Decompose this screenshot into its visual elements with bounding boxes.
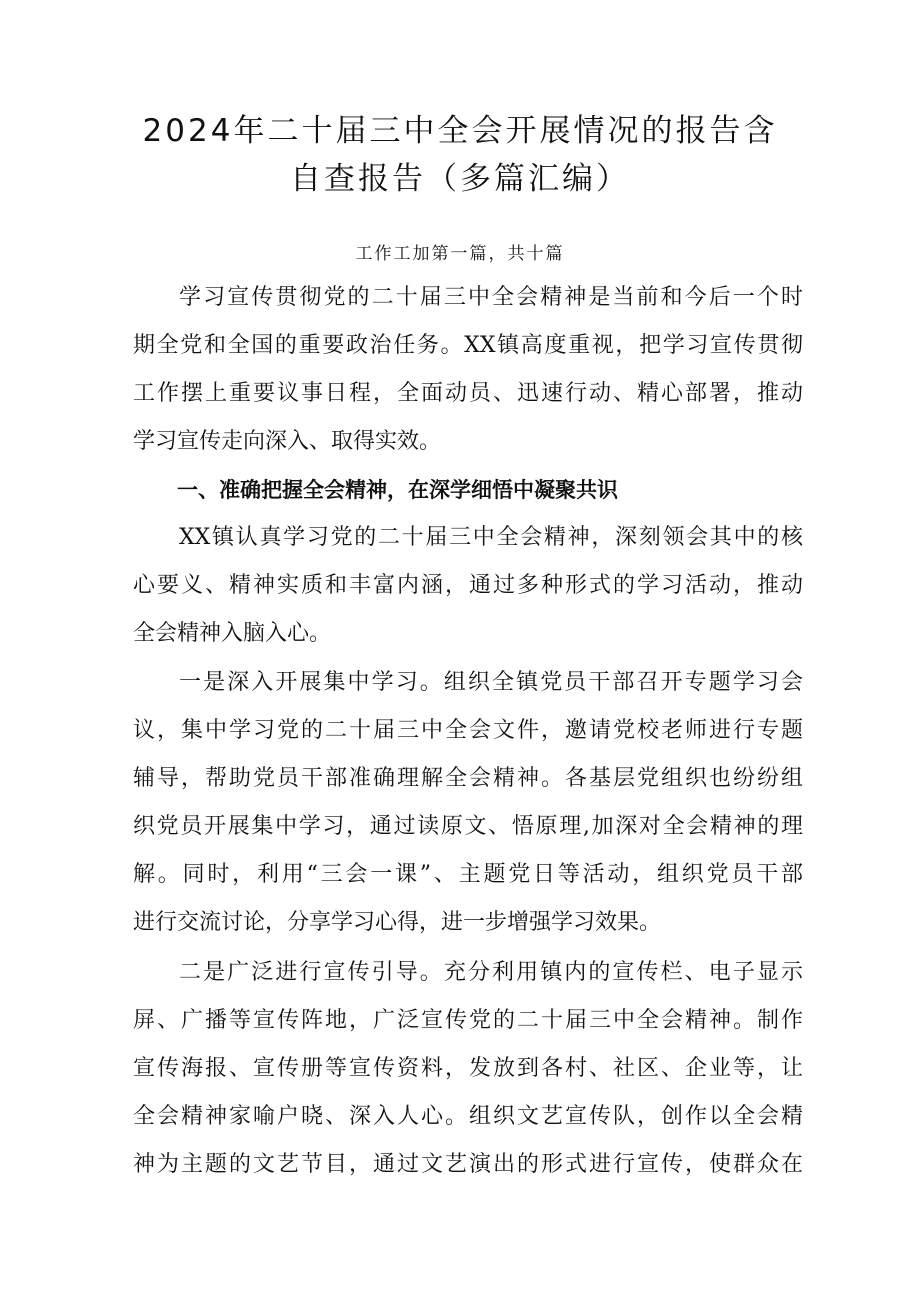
text-line: 学习宣传贯彻党的二十届三中全会精神是当前和今后一个时 xyxy=(179,285,803,310)
text-line: 全会精神入脑入心。 xyxy=(133,621,332,646)
text-line: 解。同时，利用“三会一课”、主题党日等活动，组织党员干部 xyxy=(133,862,803,887)
text-line: 议，集中学习党的二十届三中全会文件，邀请党校老师进行专题 xyxy=(133,718,803,743)
text-line: 一是深入开展集中学习。组织全镇党员干部召开专题学习会 xyxy=(179,670,803,695)
point2-paragraph xyxy=(133,949,803,1189)
text-line: 神为主题的文艺节目，通过文艺演出的形式进行宣传，使群众在 xyxy=(133,1152,803,1177)
text-line: 宣传海报、宣传册等宣传资料，发放到各村、社区、企业等，让 xyxy=(133,1056,803,1081)
document-subtitle: 工作工加第一篇，共十篇 xyxy=(355,244,565,264)
point1-paragraph xyxy=(133,659,803,947)
intro-paragraph xyxy=(133,274,803,466)
section-heading: 一、准确把握全会精神，在深学细悟中凝聚共识 xyxy=(177,478,618,502)
text-line: 心要义、精神实质和丰富内涵，通过多种形式的学习活动，推动 xyxy=(133,573,803,598)
section1-intro-paragraph xyxy=(133,514,803,658)
document-title-line-1: 2024年二十届三中全会开展情况的报告含 xyxy=(142,113,778,149)
text-line: 二是广泛进行宣传引导。充分利用镇内的宣传栏、电子显示 xyxy=(179,960,803,985)
text-line: 屏、广播等宣传阵地，广泛宣传党的二十届三中全会精神。制作 xyxy=(133,1008,803,1033)
text-line: 工作摆上重要议事日程，全面动员、迅速行动、精心部署，推动 xyxy=(133,381,803,406)
text-line: 学习宣传走向深入、取得实效。 xyxy=(133,429,442,454)
text-line: XX镇认真学习党的二十届三中全会精神，深刻领会其中的核 xyxy=(179,525,803,550)
text-line: 辅导，帮助党员干部准确理解全会精神。各基层党组织也纷纷组 xyxy=(133,766,803,791)
text-line: 全会精神家喻户晓、深入人心。组织文艺宣传队，创作以全会精 xyxy=(133,1104,803,1129)
text-line: 期全党和全国的重要政治任务。XX镇高度重视，把学习宣传贯彻 xyxy=(133,333,803,358)
text-line: 进行交流讨论，分享学习心得，进一步增强学习效果。 xyxy=(133,910,662,935)
text-line: 织党员开展集中学习，通过读原文、悟原理,加深对全会精神的理 xyxy=(133,814,803,839)
document-title-line-2: 自查报告（多篇汇编） xyxy=(290,161,630,197)
